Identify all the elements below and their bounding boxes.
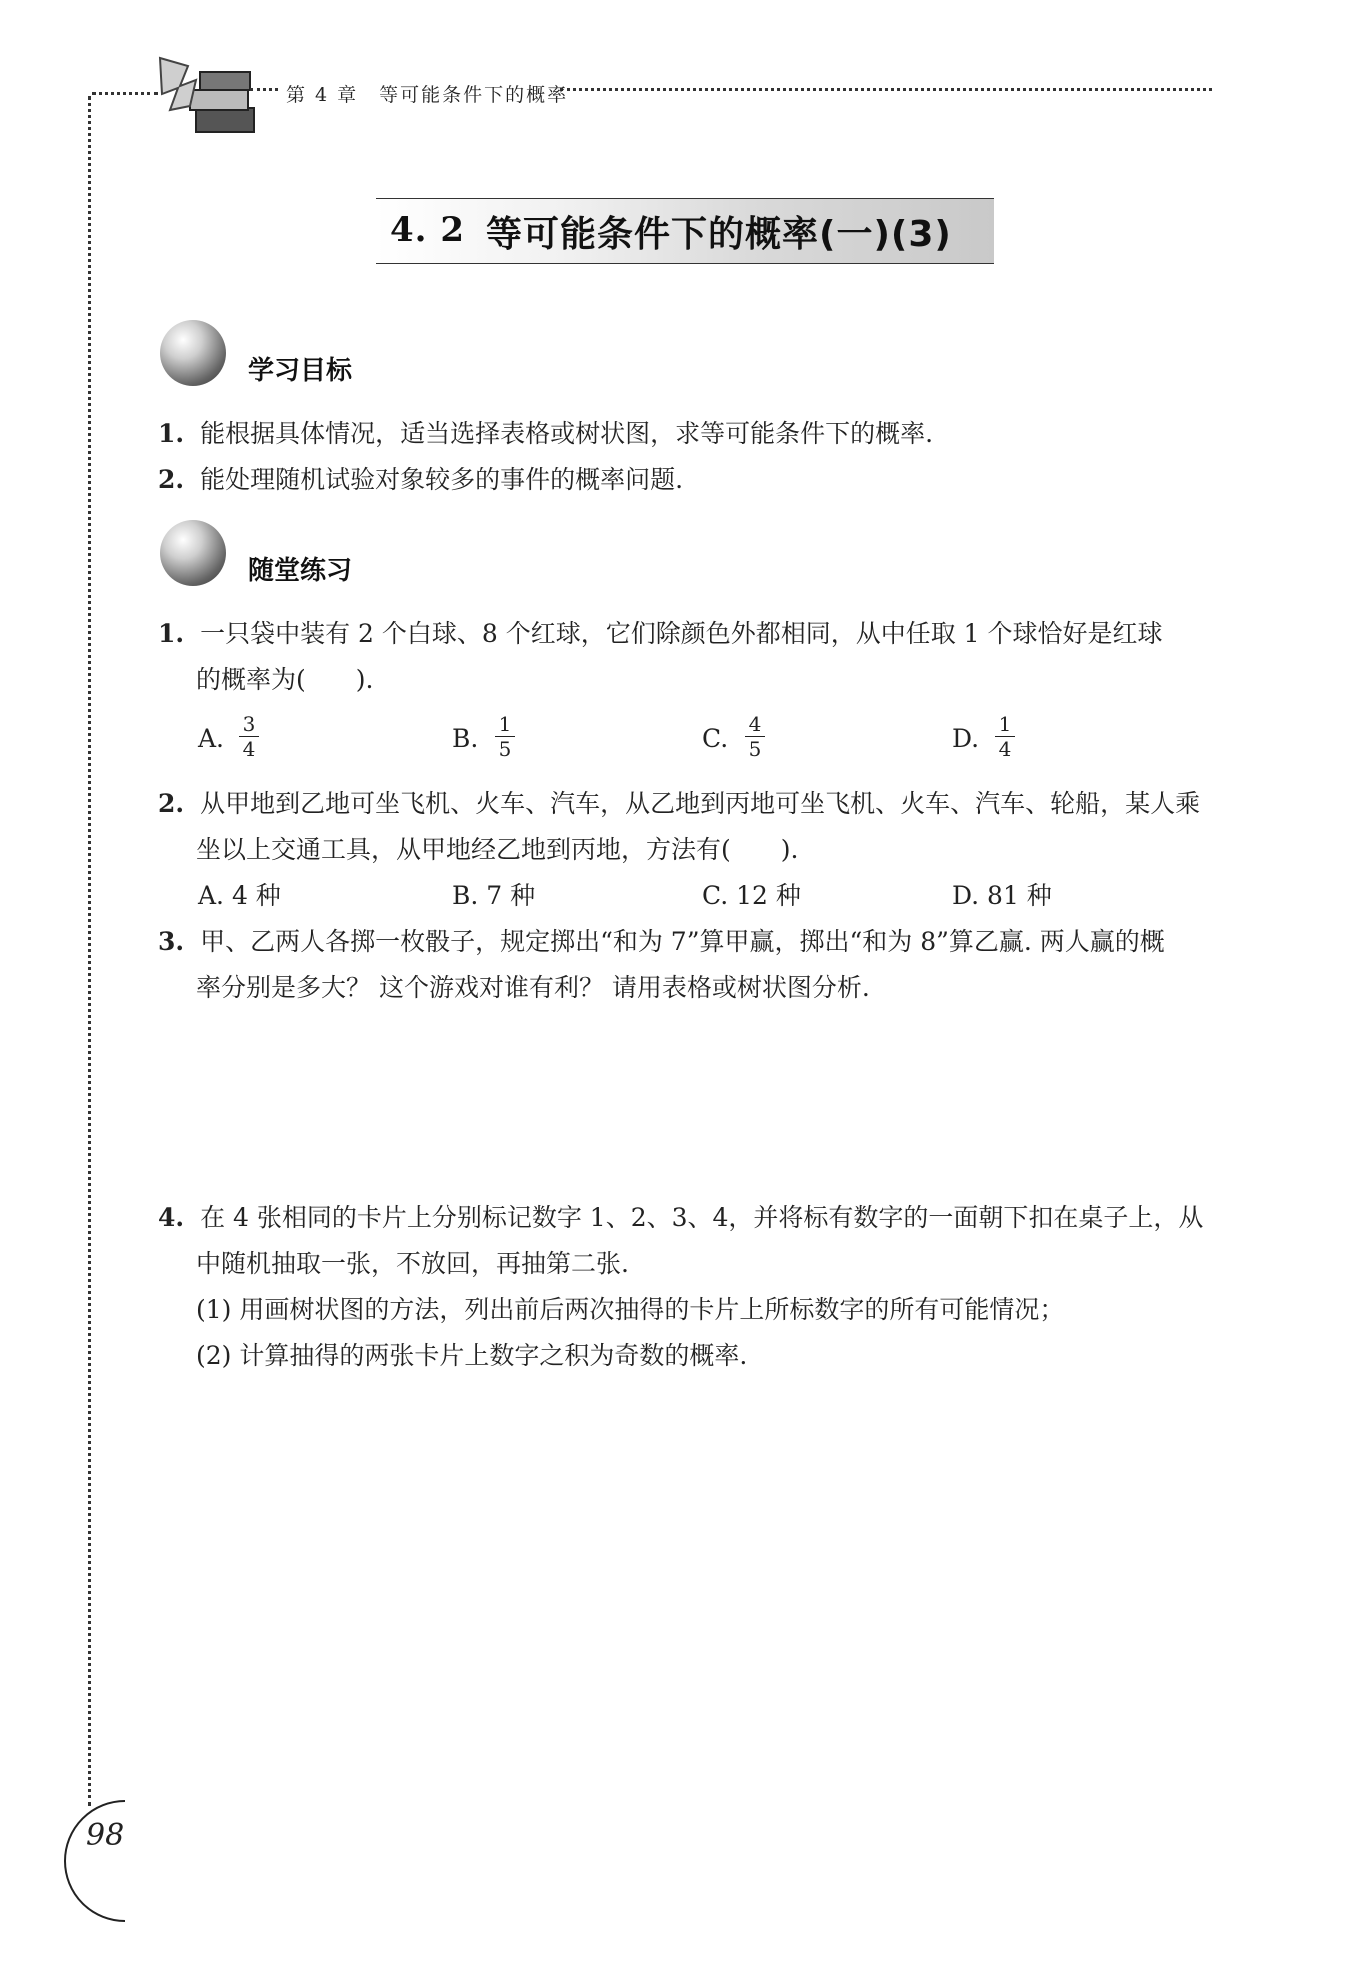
q1-option-b-label: B.	[452, 724, 479, 753]
question-3-line-2: 率分别是多大？ 这个游戏对谁有利？ 请用表格或树状图分析.	[196, 973, 870, 1002]
q2-option-d: D. 81 种	[952, 881, 1052, 910]
question-text: 从甲地到乙地可坐飞机、火车、汽车，从乙地到丙地可坐飞机、火车、汽车、轮船，某人乘	[200, 789, 1201, 818]
q2-option-a: A. 4 种	[198, 881, 281, 910]
sphere-icon	[160, 320, 226, 386]
objectives-heading: 学习目标	[248, 356, 353, 386]
q1-option-a-label: A.	[198, 724, 225, 753]
q1-option-d-label: D.	[952, 724, 980, 753]
q1-option-c-label: C.	[702, 724, 729, 753]
objective-item-1	[158, 414, 933, 450]
question-3-line-1	[158, 922, 1165, 958]
question-number: 2.	[158, 789, 185, 818]
question-1-line-1	[158, 614, 1163, 650]
chapter-header: 第 4 章 等可能条件下的概率	[286, 84, 569, 106]
question-4-line-1	[158, 1198, 1203, 1234]
fraction-numerator: 3	[242, 712, 256, 736]
fraction-denominator: 5	[498, 737, 512, 761]
question-4-line-2: 中随机抽取一张，不放回，再抽第二张.	[196, 1249, 629, 1278]
question-2-line-1	[158, 784, 1200, 820]
objective-item-2	[158, 460, 683, 496]
fraction-denominator: 4	[998, 737, 1012, 761]
objective-number: 1.	[158, 419, 185, 448]
globe-icon	[160, 520, 226, 586]
question-text: 在 4 张相同的卡片上分别标记数字 1、2、3、4，并将标有数字的一面朝下扣在桌子上，从	[200, 1203, 1204, 1232]
question-4-sub-2: (2) 计算抽得的两张卡片上数字之积为奇数的概率.	[196, 1341, 748, 1370]
header-dotted-line-right	[560, 88, 1212, 91]
q2-option-b: B. 7 种	[452, 881, 536, 910]
objective-text: 能根据具体情况，适当选择表格或树状图，求等可能条件下的概率.	[200, 419, 934, 448]
question-number: 3.	[158, 927, 185, 956]
header-dotted-line-short	[250, 88, 278, 91]
page-number: 98	[86, 1818, 125, 1853]
q1-option-b-fraction	[494, 712, 516, 761]
margin-dotted-line	[88, 96, 91, 1806]
header-dotted-line-left	[92, 92, 158, 95]
question-number: 4.	[158, 1203, 185, 1232]
practice-heading: 随堂练习	[248, 556, 353, 586]
page-title: 等可能条件下的概率(一)(3)	[486, 214, 952, 255]
question-2-line-2: 坐以上交通工具，从甲地经乙地到丙地，方法有( ).	[196, 835, 799, 864]
question-text: 一只袋中装有 2 个白球、8 个红球，它们除颜色外都相同，从中任取 1 个球恰好是红球	[200, 619, 1163, 648]
q2-option-c: C. 12 种	[702, 881, 801, 910]
q1-option-c-fraction	[744, 712, 766, 761]
fraction-numerator: 1	[998, 712, 1012, 736]
question-1-line-2: 的概率为( ).	[196, 665, 374, 694]
question-4-sub-1: (1) 用画树状图的方法，列出前后两次抽得的卡片上所标数字的所有可能情况；	[196, 1295, 1065, 1324]
fraction-denominator: 4	[242, 737, 256, 761]
q1-option-a-fraction	[238, 712, 260, 761]
question-number: 1.	[158, 619, 185, 648]
fraction-numerator: 4	[748, 712, 762, 736]
books-icon	[150, 50, 260, 142]
objective-text: 能处理随机试验对象较多的事件的概率问题.	[200, 465, 684, 494]
section-number: 4. 2	[390, 210, 465, 250]
fraction-denominator: 5	[748, 737, 762, 761]
page-number-arc	[64, 1800, 186, 1922]
objective-number: 2.	[158, 465, 185, 494]
fraction-numerator: 1	[498, 712, 512, 736]
q1-option-d-fraction	[994, 712, 1016, 761]
question-text: 甲、乙两人各掷一枚骰子，规定掷出“和为 7”算甲赢，掷出“和为 8”算乙赢. 两人赢的概	[200, 927, 1165, 956]
